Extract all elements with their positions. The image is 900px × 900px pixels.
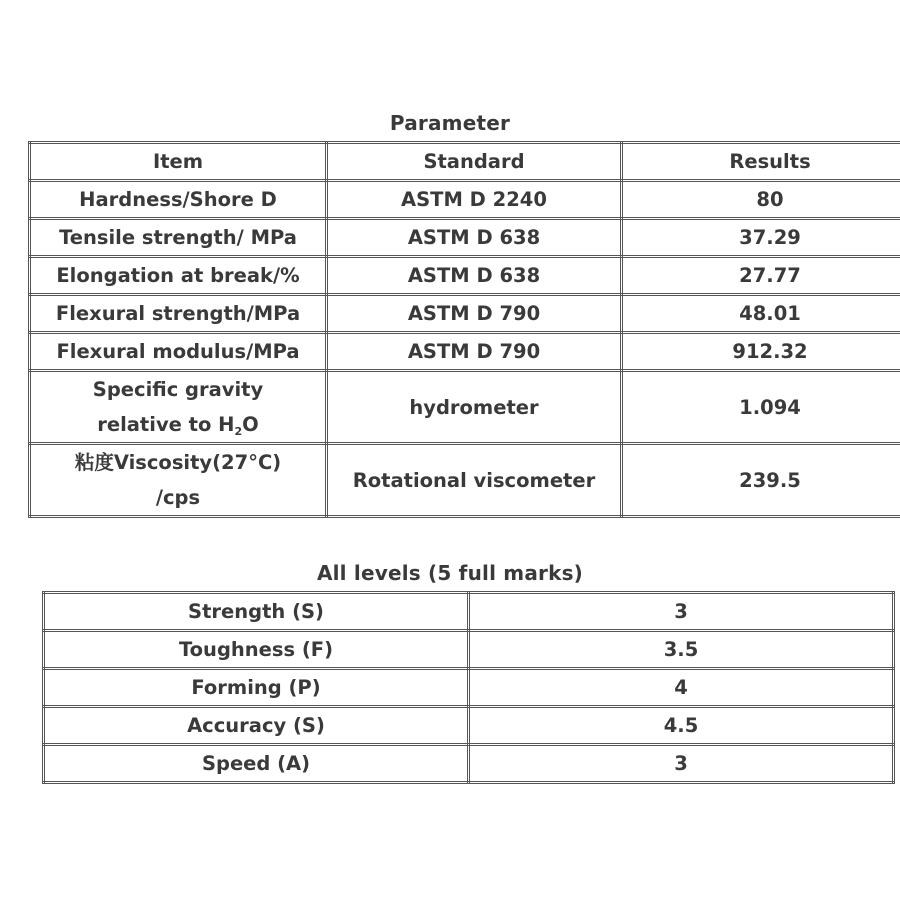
level-label-cell: Forming (P) — [44, 669, 469, 707]
table-row — [30, 371, 900, 444]
item-line-2: /cps — [155, 486, 201, 509]
table-row — [30, 181, 900, 219]
item-line-1: Specific gravity — [92, 378, 264, 401]
item-line-2-prefix: relative to H — [97, 413, 235, 436]
item-cell: Hardness/Shore D — [30, 181, 327, 219]
level-value-cell: 3.5 — [469, 631, 894, 669]
item-line-2-suffix: O — [242, 413, 259, 436]
standard-cell: ASTM D 638 — [327, 219, 622, 257]
parameter-table — [28, 141, 900, 518]
standard-cell: hydrometer — [327, 371, 622, 444]
table-row — [30, 219, 900, 257]
header-item: Item — [30, 143, 327, 181]
levels-table — [42, 591, 895, 784]
result-cell: 912.32 — [622, 333, 900, 371]
level-label-cell: Speed (A) — [44, 745, 469, 783]
table-row — [30, 333, 900, 371]
item-line-2 — [35, 407, 321, 442]
item-cell: Tensile strength/ MPa — [30, 219, 327, 257]
table-row — [30, 295, 900, 333]
standard-cell: ASTM D 638 — [327, 257, 622, 295]
table-header-row — [30, 143, 900, 181]
standard-cell: ASTM D 790 — [327, 333, 622, 371]
result-cell: 239.5 — [622, 444, 900, 517]
result-cell: 37.29 — [622, 219, 900, 257]
levels-caption: All levels (5 full marks) — [316, 561, 584, 585]
table-row — [44, 669, 894, 707]
parameter-caption: Parameter — [389, 111, 511, 135]
table-row — [44, 593, 894, 631]
item-line-1: 粘度Viscosity(27°C) — [74, 451, 282, 474]
result-cell: 48.01 — [622, 295, 900, 333]
level-value-cell: 3 — [469, 745, 894, 783]
table-row — [44, 707, 894, 745]
level-label-cell: Accuracy (S) — [44, 707, 469, 745]
result-cell: 27.77 — [622, 257, 900, 295]
level-value-cell: 4 — [469, 669, 894, 707]
table-row — [30, 444, 900, 517]
level-label-cell: Toughness (F) — [44, 631, 469, 669]
level-label-cell: Strength (S) — [44, 593, 469, 631]
item-cell: Flexural strength/MPa — [30, 295, 327, 333]
standard-cell: ASTM D 790 — [327, 295, 622, 333]
item-cell: Flexural modulus/MPa — [30, 333, 327, 371]
result-cell: 1.094 — [622, 371, 900, 444]
item-cell — [30, 371, 327, 444]
level-value-cell: 3 — [469, 593, 894, 631]
item-cell: Elongation at break/% — [30, 257, 327, 295]
level-value-cell: 4.5 — [469, 707, 894, 745]
table-row — [44, 631, 894, 669]
header-results: Results — [622, 143, 900, 181]
item-cell — [30, 444, 327, 517]
standard-cell: ASTM D 2240 — [327, 181, 622, 219]
standard-cell: Rotational viscometer — [327, 444, 622, 517]
table-row — [44, 745, 894, 783]
table-row — [30, 257, 900, 295]
header-standard: Standard — [327, 143, 622, 181]
item-line-2-subscript: 2 — [234, 425, 243, 438]
result-cell: 80 — [622, 181, 900, 219]
